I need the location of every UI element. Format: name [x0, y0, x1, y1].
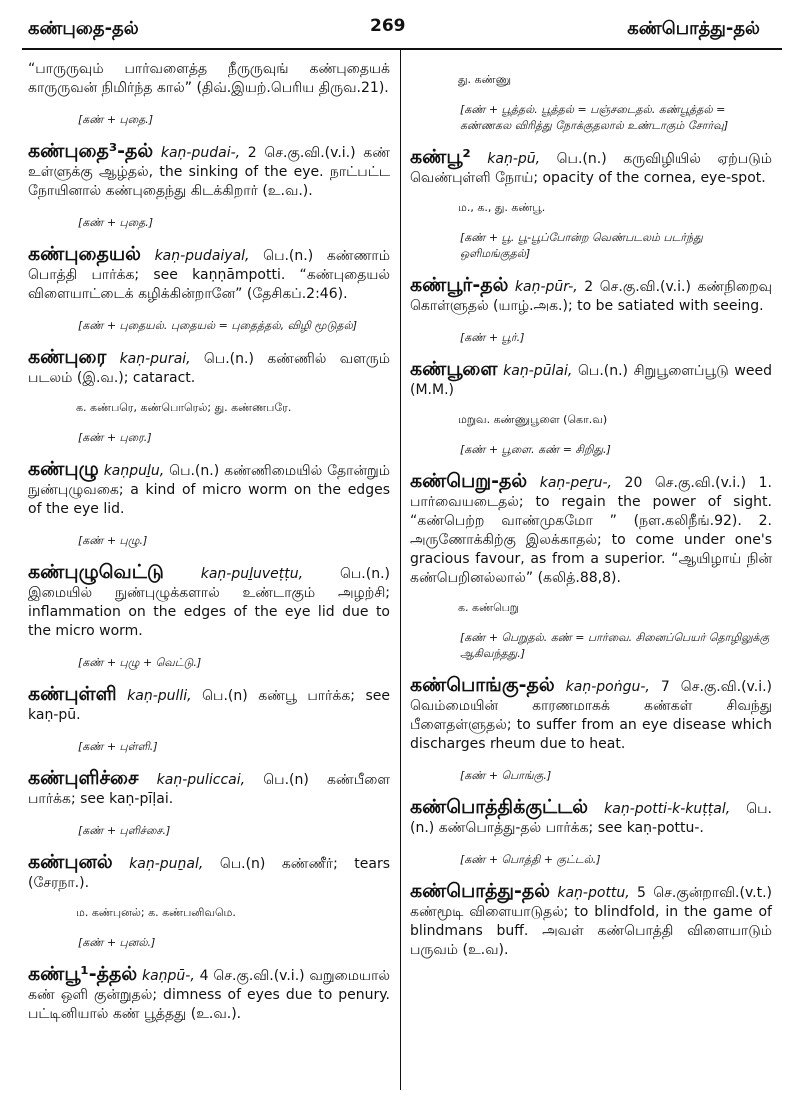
- cognate-note: ம., க., து. கண்பூ.: [458, 201, 546, 214]
- etymology: [கண் + பூர்.]: [460, 331, 525, 344]
- etymology: [கண் + பூளை. கண் = சிறிது.]: [460, 443, 611, 456]
- transliteration: kaṇ-potti-k-kuṭṭal,: [604, 801, 731, 817]
- cognate-note: ம. கண்புனல்; க. கண்பனிவமெ.: [76, 906, 236, 919]
- dictionary-entry: [410, 798, 772, 838]
- headword: கண்பூளை: [410, 358, 498, 380]
- left-column: [28, 60, 390, 1030]
- transliteration: kaṇ-pottu,: [557, 885, 630, 901]
- transliteration: kaṇ-pulli,: [127, 688, 192, 704]
- definition-text: பெ.(n.) கண்ணாம் பொத்தி பார்க்க; see kaṇṇāmpotti. “கண்புதையல் விளையாட்டைக் கழிக்கின்றானே” (தேசிகப்.2:46).: [28, 248, 391, 302]
- definition-text: பெ.(n.) கருவிழியில் ஏற்படும் வெண்புள்ளி நோய்; opacity of the cornea, eye-spot.: [410, 151, 772, 186]
- transliteration: kaṇ-puliccai,: [156, 772, 246, 788]
- page-header: [0, 14, 800, 48]
- etymology: [கண் + பூத்தல். பூத்தல் = பஞ்சடைதல். கண்பூத்தல் = கண்ணகல விரித்து நோக்குதலால் உண்டாகும் சோர்வு]: [460, 103, 729, 132]
- dictionary-entry: [28, 245, 390, 304]
- etymology: [கண் + புதையல். புதையல் = புதைத்தல், விழி மூடுதல்]: [78, 319, 358, 332]
- transliteration: kaṇ-peṟu-,: [539, 475, 612, 491]
- definition-text: 20 செ.கு.வி.(v.i.) 1. பார்வையடைதல்; to regain the power of sight. “கண்பெற்ற வாண்முகமோ ” (நள.கலிநீங்.92). 2. அருணோக்கிற்கு இலக்காதல்; to come under one's gracious favour, as from a superior. “ஆயிழாய் நின் கண்பெறினல்லால்” (கலித்.88,8).: [410, 475, 772, 586]
- headword: கண்புனல்: [28, 851, 113, 873]
- etymology: [கண் + புதை.]: [78, 113, 154, 126]
- etymology: [கண் + புளிச்சை.]: [78, 824, 171, 837]
- definition-text: பெ.(n) கண்பூ பார்க்க; see kaṇ-pū.: [28, 688, 391, 723]
- transliteration: kaṇpū-,: [141, 968, 195, 984]
- transliteration: kaṇ-poṅgu-,: [565, 679, 650, 695]
- etymology: [கண் + பெறுதல். கண் = பார்வை. சினைப்பெயர் தொழிலுக்கு ஆகிவந்தது.]: [460, 631, 770, 660]
- headword: கண்புதையல்: [28, 243, 141, 265]
- cognate-note: து. கண்ணு: [458, 73, 512, 86]
- headword: கண்புதை³-தல்: [28, 140, 154, 162]
- definition-text: பெ.(n.) சிறுபூளைப்பூடு weed (M.M.): [410, 363, 772, 398]
- transliteration: kaṇ-puṉal,: [129, 856, 204, 872]
- headword: கண்பெறு-தல்: [410, 470, 528, 492]
- etymology: [கண் + புழு + வெட்டு.]: [78, 656, 202, 669]
- transliteration: kaṇ-puḻuveṭṭu,: [200, 566, 304, 582]
- definition-text: 4 செ.கு.வி.(v.i.) வறுமையால் கண் ஒளி குன்றுதல்; dimness of eyes due to penury. பட்டினியால் கண் பூத்தது (உ.வ.).: [28, 968, 390, 1022]
- definition-text: பெ.(n.) கண்ணில் வளரும் படலம் (இ.வ.); cataract.: [28, 351, 390, 386]
- dictionary-entry: [28, 769, 390, 809]
- headword: கண்பொங்கு-தல்: [410, 674, 555, 696]
- transliteration: kaṇ-pūlai,: [503, 363, 573, 379]
- etymology: [கண் + புள்ளி.]: [78, 740, 158, 753]
- headword: கண்பூ²: [410, 146, 471, 168]
- headword: கண்பொத்து-தல்: [410, 880, 551, 902]
- etymology: [கண் + புரை.]: [78, 431, 152, 444]
- headword: கண்பொத்திக்குட்டல்: [410, 796, 589, 818]
- definition-text: 7 செ.கு.வி.(v.i.) வெம்மையின் காரணமாகக் கண்கள் சிவந்து பீளைதள்ளுதல்; to suffer from an eye disease which discharges rheum due to heat.: [410, 679, 772, 752]
- dictionary-entry: [410, 882, 772, 960]
- dictionary-entry: [28, 142, 390, 201]
- transliteration: kaṇ-pudaiyal,: [154, 248, 250, 264]
- header-rule: [22, 48, 782, 50]
- cognate-note: மறுவ. கண்ணுபூளை (கொ.வ): [458, 413, 608, 426]
- definition-text: பெ.(n.) கண்ணிமையில் தோன்றும் நுண்புழுவகை; a kind of micro worm on the edges of the eye lid.: [28, 463, 391, 517]
- dictionary-entry: [410, 360, 772, 400]
- etymology: [கண் + புழு.]: [78, 534, 148, 547]
- dictionary-entry: [28, 460, 390, 519]
- dictionary-entry: [28, 563, 390, 641]
- headword: கண்புழு: [28, 458, 99, 480]
- definition-text: 5 செ.குன்றாவி.(v.t.) கண்மூடி விளையாடுதல்; to blindfold, in the game of blindmans buff. அவள் கண்பொத்தி விளையாடும் பருவம் (உ.வ).: [410, 885, 773, 958]
- dictionary-entry: [410, 676, 772, 754]
- transliteration: kaṇ-pudai-,: [160, 145, 241, 161]
- right-column: [410, 60, 772, 966]
- definition-text: பெ.(n.) கண்பொத்து-தல் பார்க்க; see kaṇ-pottu-.: [410, 801, 772, 836]
- headword: கண்புள்ளி: [28, 683, 117, 705]
- dictionary-entry: [28, 965, 390, 1024]
- definition-text: பெ.(n) கண்ணீர்; tears (சேரநா.).: [28, 856, 390, 891]
- definition-text: 2 செ.கு.வி.(v.i.) கண் உள்ளுக்கு ஆழ்தல், the sinking of the eye. நாட்பட்ட நோயினால் கண்புதைந்து கிடக்கிறார் (உ.வ.).: [28, 145, 391, 199]
- dictionary-entry: [410, 148, 772, 188]
- dictionary-entry: [410, 276, 772, 316]
- transliteration: kaṇpuḻu,: [103, 463, 165, 479]
- transliteration: kaṇ-purai,: [119, 351, 191, 367]
- quotation-text: “பாருருவும் பார்வளைத்த நீருருவுங் கண்புதையக் காருருவன் நிமிர்ந்த கால்” (திவ்.இயற்.பெரிய திருவ.21).: [28, 61, 390, 96]
- etymology: [கண் + பொங்கு.]: [460, 769, 552, 782]
- definition-text: 2 செ.கு.வி.(v.i.) கண்நிறைவு கொள்ளுதல் (யாழ்.அக.); to be satiated with seeing.: [410, 279, 772, 314]
- cognate-note: க. கண்பெறு: [458, 601, 520, 614]
- headword: கண்புழுவெட்டு: [28, 561, 164, 583]
- definition-text: பெ.(n.) இமையில் நுண்புழுக்களால் உண்டாகும் அழற்சி; inflammation on the edges of the eye lid due to the micro worm.: [28, 566, 390, 639]
- etymology: [கண் + புதை.]: [78, 216, 154, 229]
- headword: கண்புரை: [28, 346, 107, 368]
- page-number: 269: [370, 16, 406, 36]
- headword: கண்பூ¹-த்தல்: [28, 963, 138, 985]
- definition-text: பெ.(n) கண்பீளை பார்க்க; see kaṇ-pīḷai.: [28, 772, 391, 807]
- etymology: [கண் + புனல்.]: [78, 936, 156, 949]
- transliteration: kaṇ-pū,: [487, 151, 541, 167]
- header-right-guide-word: கண்பொத்து-தல்: [627, 18, 760, 39]
- headword: கண்பூர்-தல்: [410, 274, 509, 296]
- transliteration: kaṇ-pūr-,: [514, 279, 578, 295]
- cognate-note: க. கண்பரெ, கண்பொரெல்; து. கண்ணபரே.: [76, 401, 292, 414]
- column-divider: [400, 50, 401, 1090]
- etymology: [கண் + பூ. பூ-பூப்போன்ற வெண்படலம் படர்ந்து ஒளிமங்குதல்]: [460, 231, 703, 260]
- dictionary-entry: [28, 348, 390, 388]
- dictionary-entry: [28, 685, 390, 725]
- dictionary-entry: [410, 472, 772, 588]
- headword: கண்புளிச்சை: [28, 767, 139, 789]
- header-left-guide-word: கண்புதை-தல்: [28, 18, 139, 39]
- dictionary-entry: [28, 853, 390, 893]
- etymology: [கண் + பொத்தி + குட்டல்.]: [460, 853, 601, 866]
